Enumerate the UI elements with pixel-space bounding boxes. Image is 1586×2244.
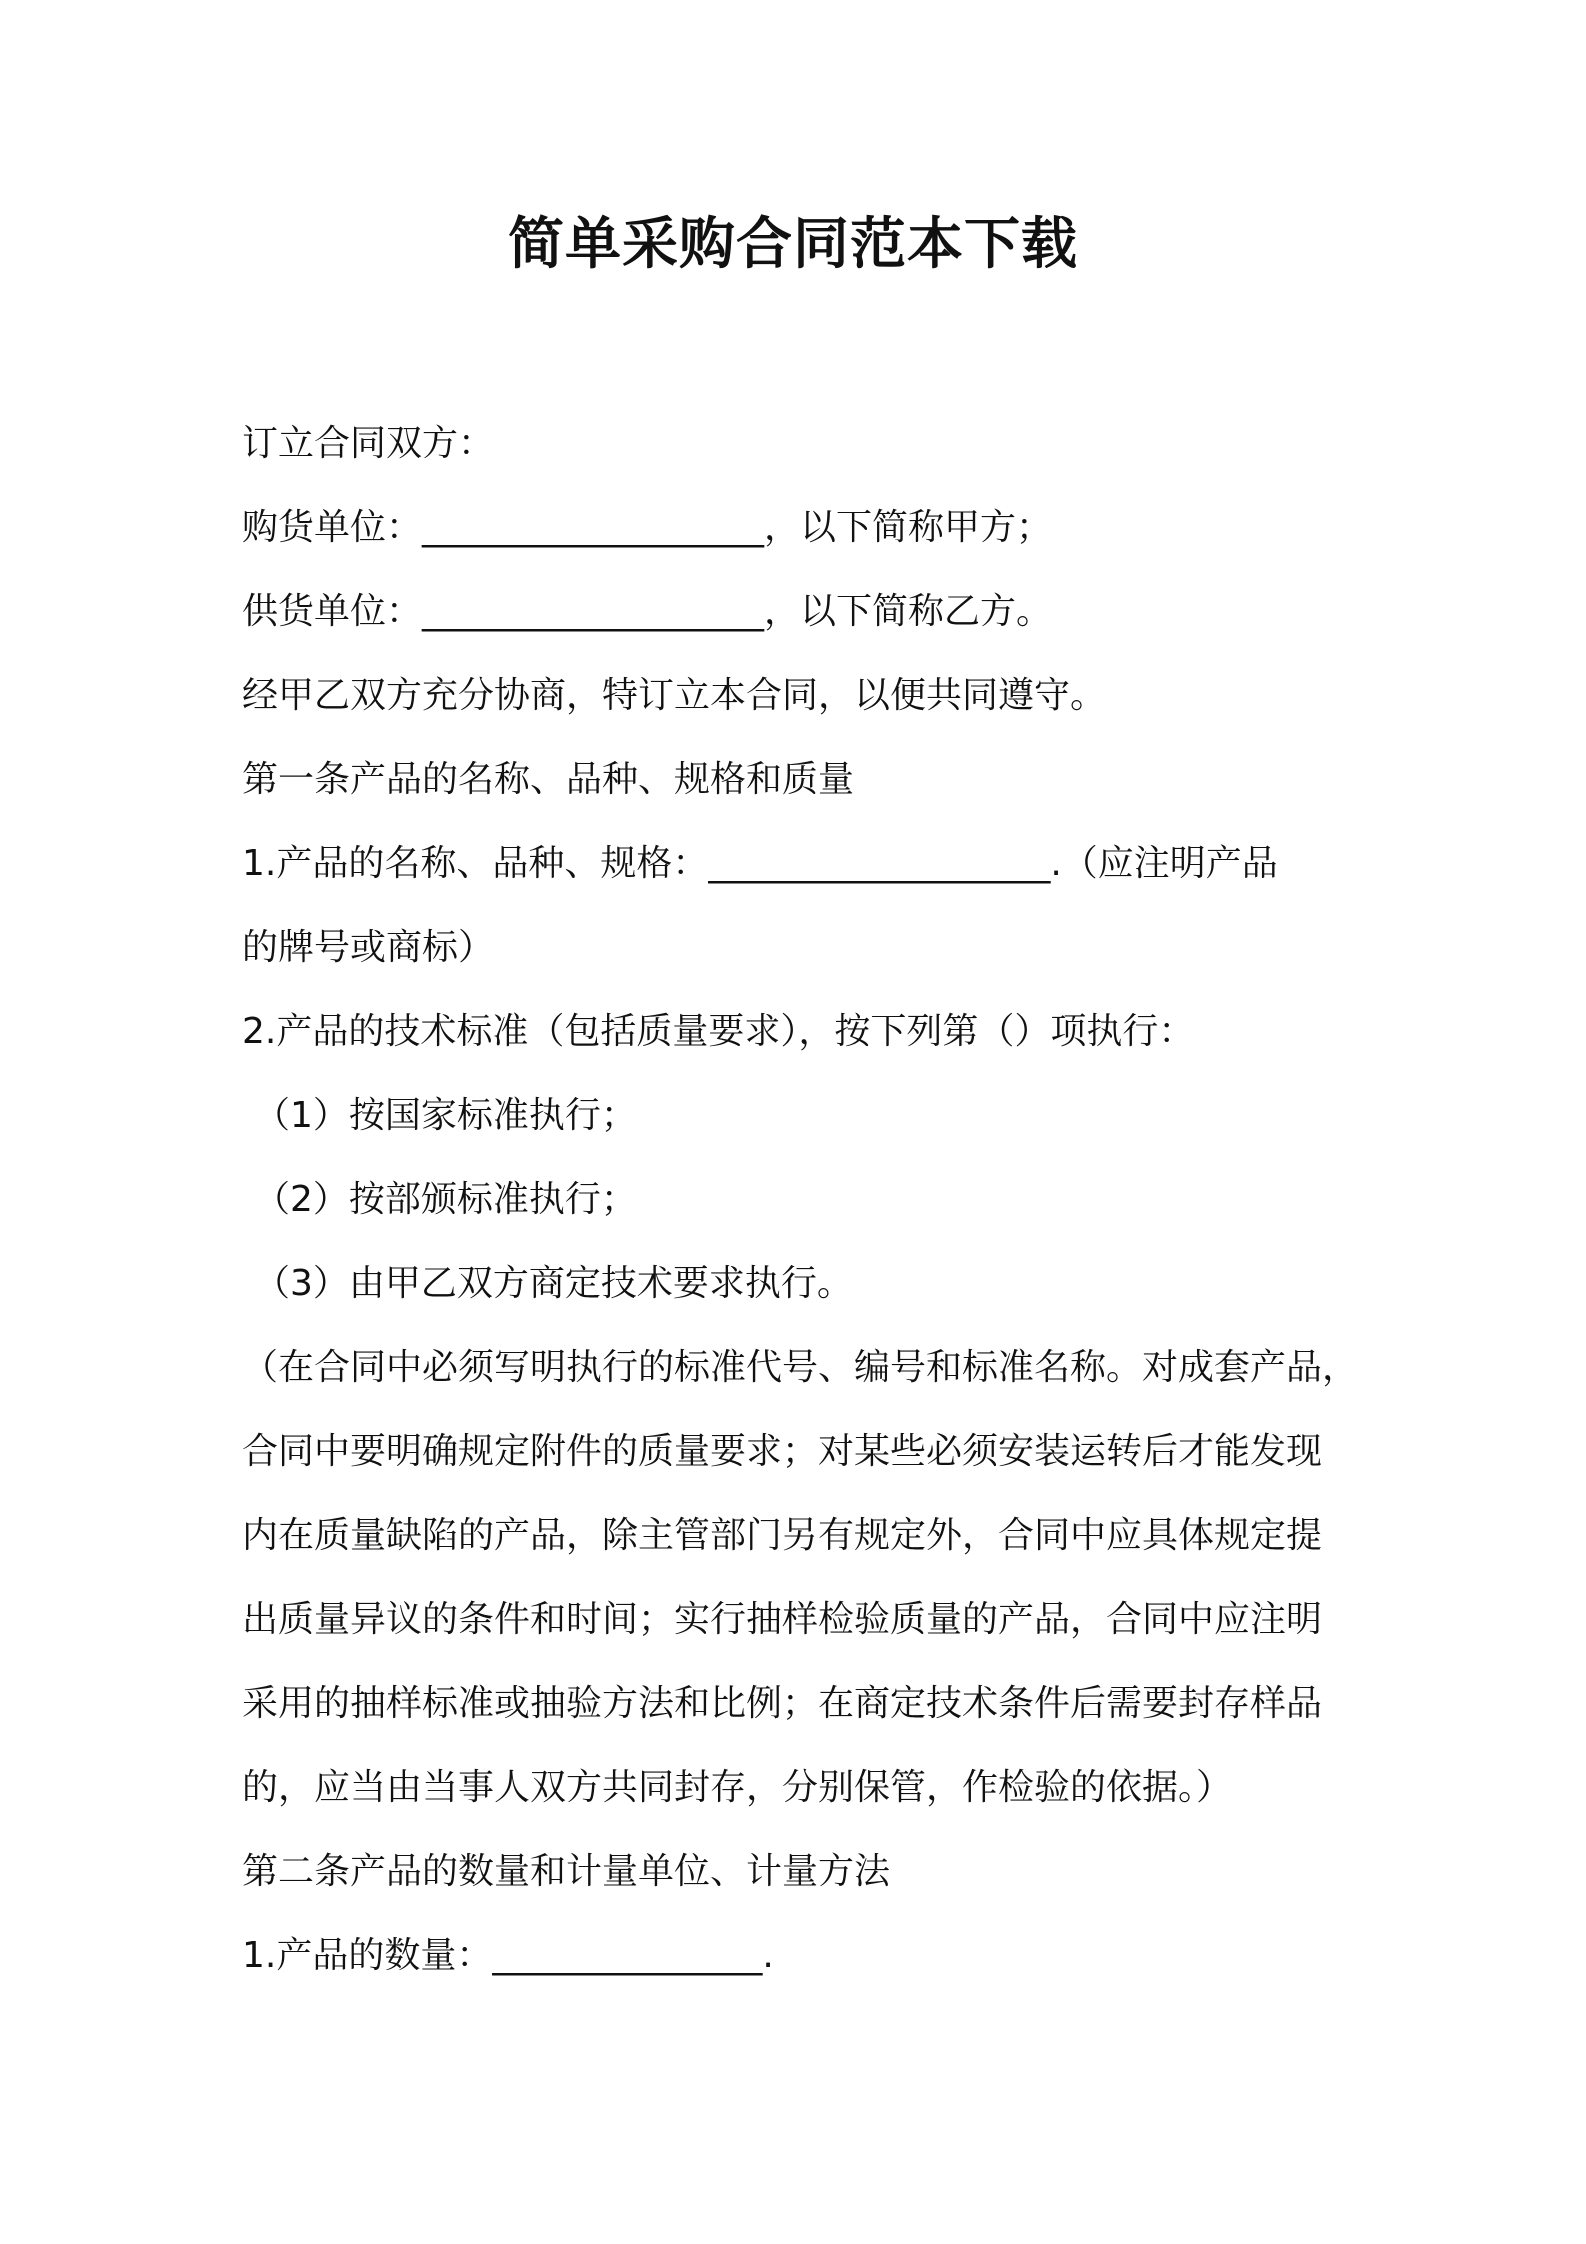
article-1-item-1-continued: 的牌号或商标） [242,927,495,968]
supplier-line: 供货单位：___________________，以下简称乙方。 [242,591,1053,632]
standard-option-2: （2）按部颁标准执行； [254,1179,637,1220]
article-2-item-1: 1.产品的数量：_______________. [242,1935,774,1976]
agreement-statement: 经甲乙双方充分协商，特订立本合同，以便共同遵守。 [242,675,1107,716]
article-1-heading: 第一条产品的名称、品种、规格和质量 [242,759,855,800]
article-1-item-2: 2.产品的技术标准（包括质量要求），按下列第（）项执行： [242,1011,1195,1052]
note-paragraph-line-6: 的，应当由当事人双方共同封存，分别保管，作检验的依据。） [242,1767,1233,1808]
standard-option-3: （3）由甲乙双方商定技术要求执行。 [254,1263,853,1304]
document-body [242,402,1362,1998]
note-paragraph-line-4: 出质量异议的条件和时间；实行抽样检验质量的产品，合同中应注明 [242,1599,1323,1640]
note-paragraph-line-1: （在合同中必须写明执行的标准代号、编号和标准名称。对成套产品， [242,1347,1359,1388]
note-paragraph-line-2: 合同中要明确规定附件的质量要求；对某些必须安装运转后才能发现 [242,1431,1323,1472]
contract-parties-heading: 订立合同双方： [242,423,495,464]
document-title: 简单采购合同范本下载 [508,212,1078,277]
article-2-heading: 第二条产品的数量和计量单位、计量方法 [242,1851,891,1892]
standard-option-1: （1）按国家标准执行； [254,1095,637,1136]
buyer-line: 购货单位：___________________，以下简称甲方； [242,507,1053,548]
note-paragraph-line-3: 内在质量缺陷的产品，除主管部门另有规定外，合同中应具体规定提 [242,1515,1323,1556]
note-paragraph-line-5: 采用的抽样标准或抽验方法和比例；在商定技术条件后需要封存样品 [242,1683,1323,1724]
article-1-item-1: 1.产品的名称、品种、规格：___________________.（应注明产品 [242,843,1278,884]
